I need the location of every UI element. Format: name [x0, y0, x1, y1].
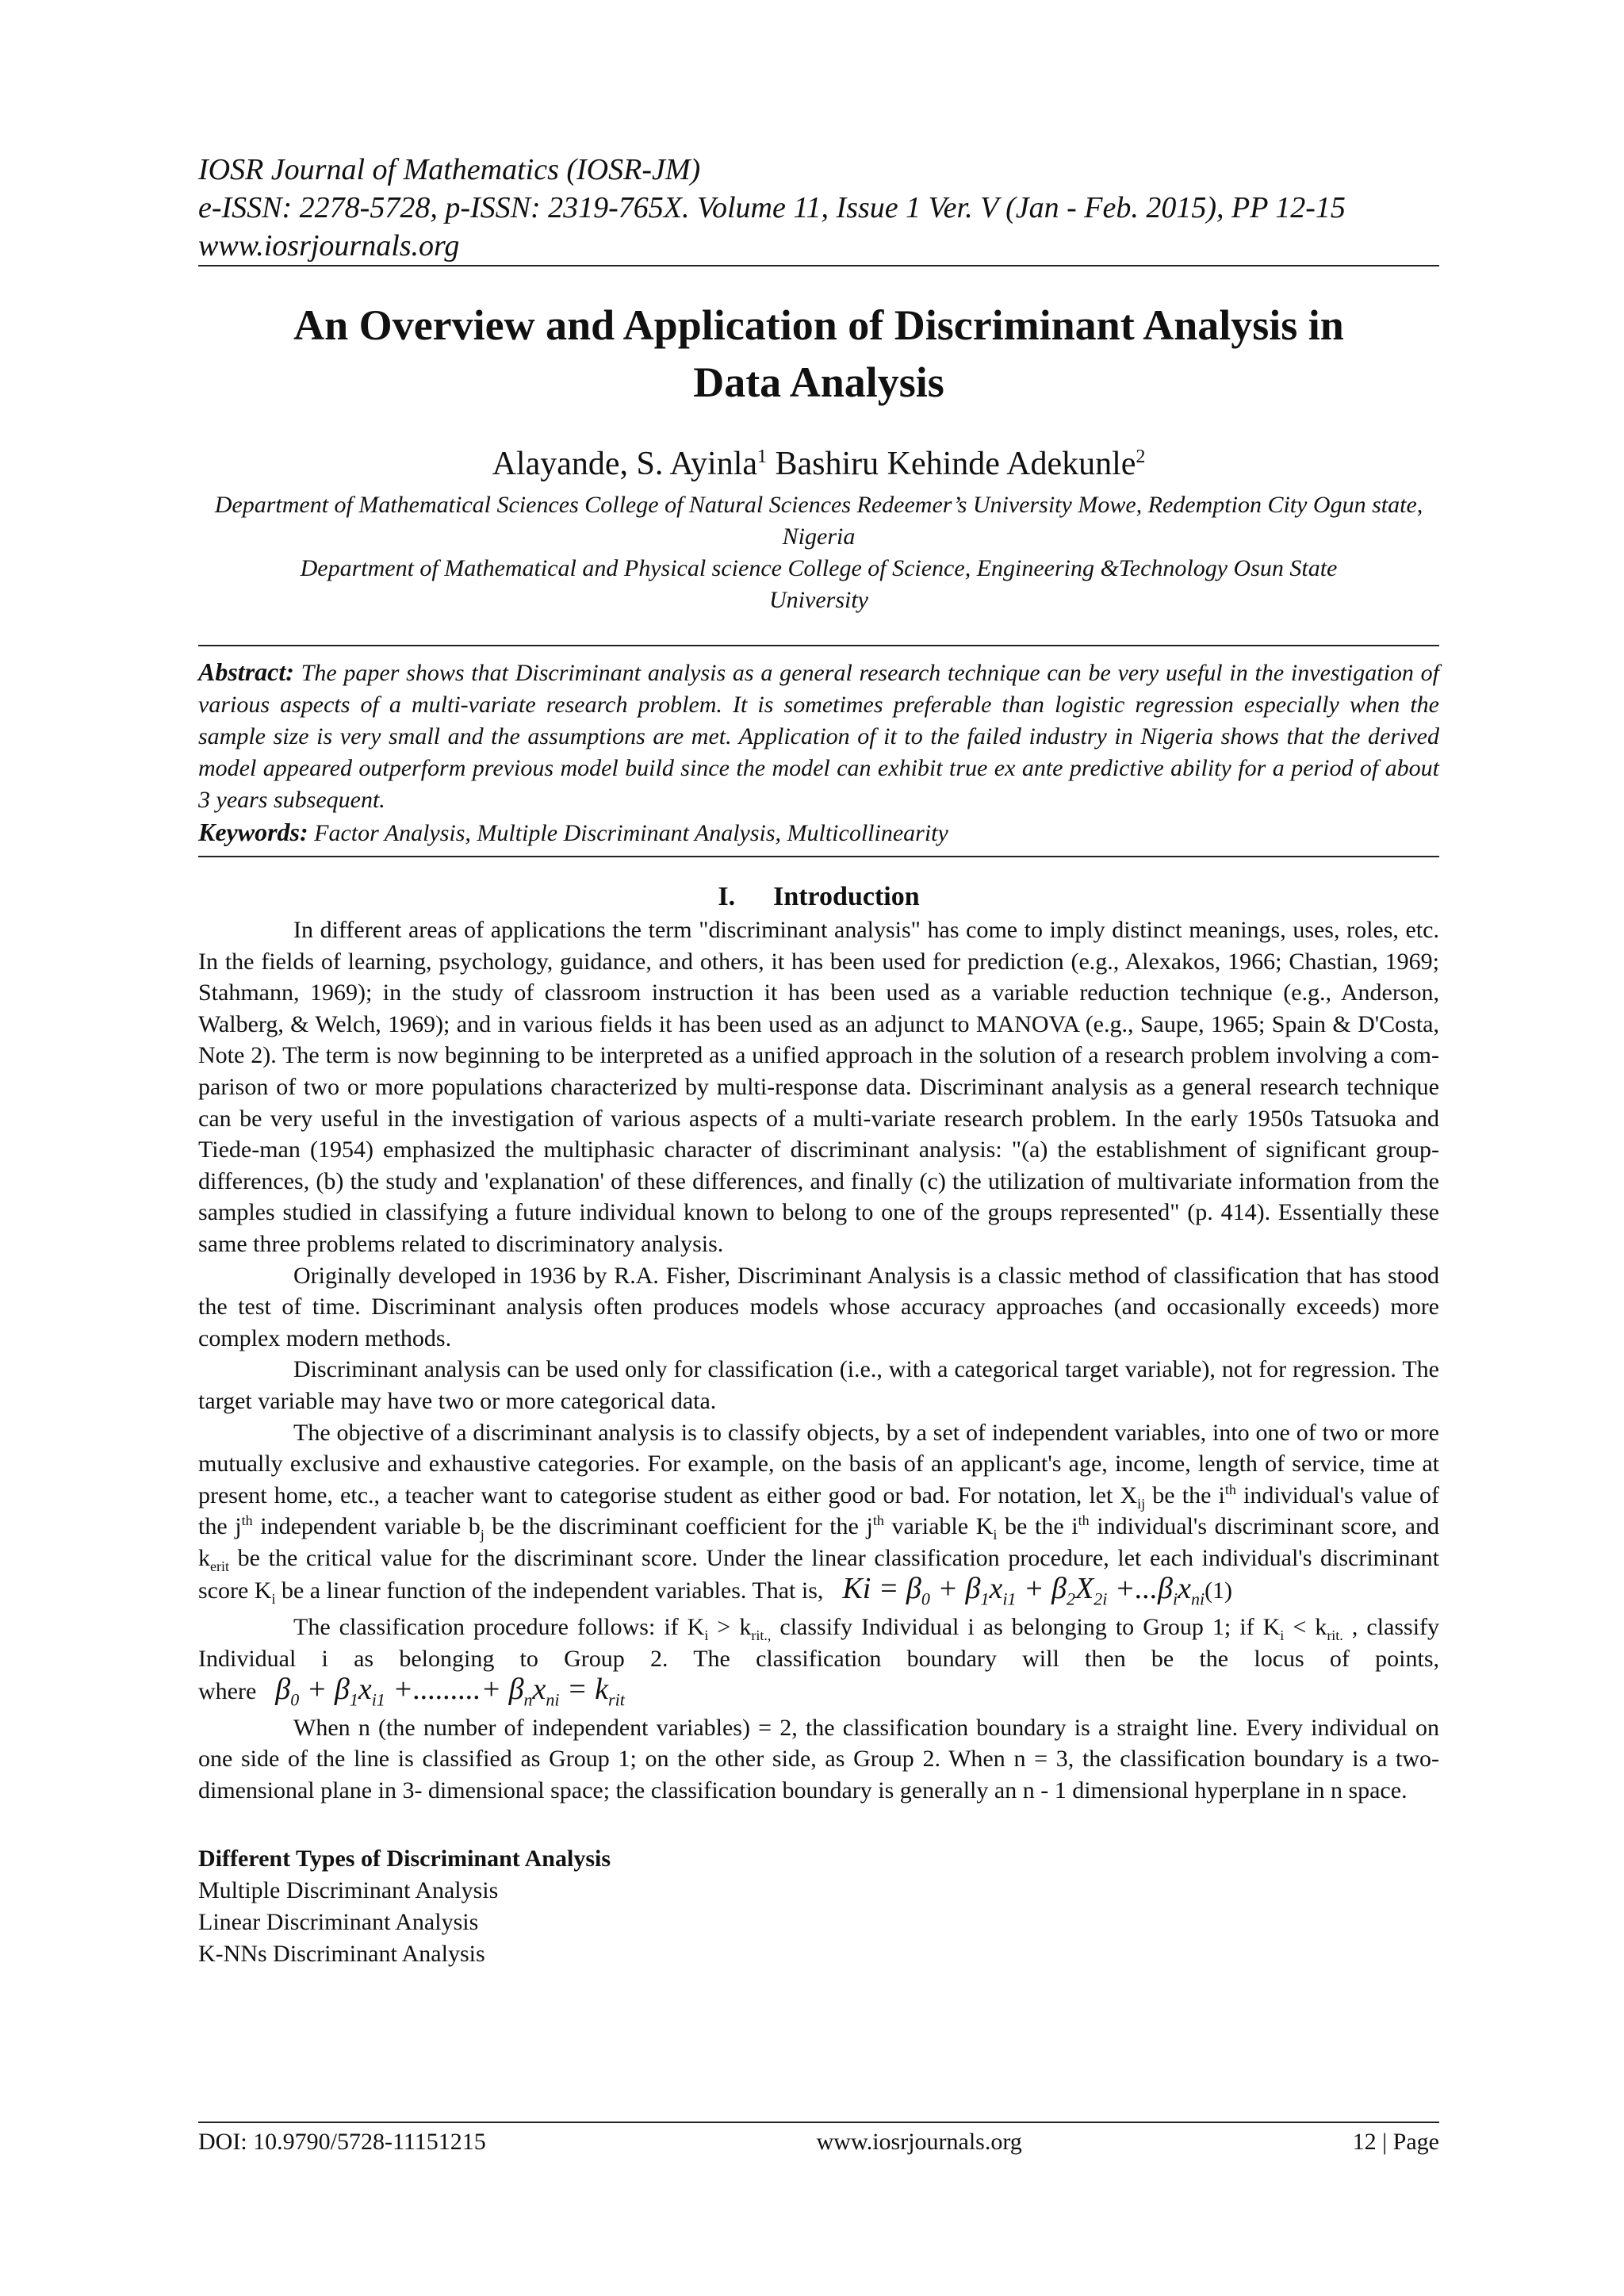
author-line	[198, 435, 1439, 486]
footer-url[interactable]: www.iosrjournals.org	[816, 2129, 1022, 2155]
types-heading: Different Types of Discriminant Analysis	[198, 1845, 611, 1872]
paragraph-2: Originally developed in 1936 by R.A. Fisher, Discriminant Analysis is a classic method of classification that has stood the test of time. Discriminant analysis often produces models whose accuracy approaches (and occasionally exceeds) more complex modern methods.	[198, 1262, 1439, 1351]
journal-url[interactable]: www.iosrjournals.org	[198, 229, 460, 263]
types-item-1: Multiple Discriminant Analysis	[198, 1876, 499, 1903]
abstract	[198, 656, 1439, 816]
abstract-text: The paper shows that Discriminant analysis as a general research technique can be very useful in the investigation of various aspects of a multi-variate research problem. It is sometimes preferable than logistic regression especially when the sample size is very small and the assumptions are met. Application of it to the failed industry in Nigeria shows that the derived model appeared outperform previous model build since the model can exhibit true ex ante predictive ability for a period of about 3 years subsequent.	[198, 660, 1440, 813]
types-item-2: Linear Discriminant Analysis	[198, 1908, 479, 1935]
header-rule	[198, 265, 1439, 266]
journal-issn: e-ISSN: 2278-5728, p-ISSN: 2319-765X. Volume 11, Issue 1 Ver. V (Jan - Feb. 2015), PP 12-15	[198, 191, 1346, 224]
abstract-block	[198, 645, 1439, 857]
paragraph-4: The objective of a discriminant analysis is to classify objects, by a set of independent variables, into one of two or more mutually exclusive and exhaustive categories. For example, on the basis of an applicant's age, income, length of service, time at present home, etc., a teacher want to categorise student as either good or bad. For notation, let $X_{ij}$ be the $i^{th}$ individual's value of the $j^{th}$ independent variable $b_j$ be the discriminant coefficient for the $j^{th}$ variable $K_i$ be the $i^{th}$ individual's discriminant score, and $k_{erit}$ be the critical value for the discriminant score. Under the linear classification procedure, let each individual's discriminant score $K_i$ be a linear function of the independent variables. That is, $Ki = \beta_0 + \beta_1x_{i1} + \beta_2X_{2i} +...\beta_ix_{ni}(1)$	[198, 1419, 1439, 1610]
section-title: Introduction	[773, 882, 920, 911]
footer-doi: DOI: 10.9790/5728-11151215	[198, 2129, 486, 2155]
equation-1-number: (1)	[1205, 1577, 1233, 1604]
journal-header	[198, 151, 1439, 265]
author-1: Alayande, S. Ayinla	[492, 446, 757, 482]
paper-title: An Overview and Application of Discriminant Analysis in Data Analysis	[293, 301, 1344, 406]
types-item-3: K-NNs Discriminant Analysis	[198, 1940, 485, 1967]
paragraph-3: Discriminant analysis can be used only for classification (i.e., with a categorical target variable), not for regression. The target variable may have two or more categorical data.	[198, 1356, 1439, 1414]
keywords	[198, 816, 1439, 849]
author-1-affil: 1	[757, 447, 767, 467]
section-number: I.	[718, 882, 736, 911]
affiliation-1: Department of Mathematical Sciences College of Natural Sciences Redeemer’s University Mowe, Redemption City Ogun state, Nigeria	[214, 492, 1423, 550]
paper-page	[198, 151, 1439, 1970]
footer-page-number: 12 | Page	[1352, 2129, 1439, 2155]
author-2: Bashiru Kehinde Adekunle	[775, 446, 1136, 482]
abstract-bottom-rule	[198, 856, 1439, 857]
equation-2: $\beta_0 + \beta_1x_{i1}$ +.........+ $\beta_nx_{ni} = k_{rit}$	[275, 1673, 625, 1710]
abstract-top-rule	[198, 645, 1439, 646]
author-2-affil: 2	[1136, 447, 1146, 467]
page-footer	[198, 2122, 1439, 2158]
affiliation-2: Department of Mathematical and Physical science College of Science, Engineering &Technology Osun State University	[300, 555, 1338, 613]
journal-name: IOSR Journal of Mathematics (IOSR-JM)	[198, 153, 701, 186]
paragraph-6: When n (the number of independent variables) = 2, the classification boundary is a straight line. Every individual on one side of the line is classified as Group 1; on the other side, as Group 2. When n = 3, the classification boundary is a two-dimensional plane in 3- dimensional space; the classification boundary is generally an n - 1 dimensional hyperplane in n space.	[198, 1714, 1439, 1804]
abstract-label: Abstract:	[198, 657, 294, 686]
paragraph-1: In different areas of applications the term "discriminant analysis" has come to imply distinct meanings, uses, roles, etc. In the fields of learning, psychology, guidance, and others, it has been used for prediction (e.g., Alexakos, 1966; Chastian, 1969; Stahmann, 1969); in the study of classroom instruction it has been used as a variable reduction technique (e.g., Anderson, Walberg, & Welch, 1969); and in various fields it has been used as an adjunct to MANOVA (e.g., Saupe, 1965; Spain & D'Costa, Note 2). The term is now beginning to be interpreted as a unified approach in the solution of a research problem involving a com-parison of two or more populations characterized by multi-response data. Discriminant analysis as a general research technique can be very useful in the investigation of various aspects of a multi-variate research problem. In the early 1950s Tatsuoka and Tiede-man (1954) emphasized the multiphasic character of discriminant analysis: "(a) the establishment of significant group-differences, (b) the study and 'explanation' of these differences, and finally (c) the utilization of multivariate information from the samples studied in classifying a future individual known to belong to one of the groups represented" (p. 414). Essentially these same three problems related to discriminatory analysis.	[198, 917, 1439, 1257]
section-heading	[198, 880, 1439, 914]
keywords-label: Keywords:	[198, 818, 308, 846]
equation-1: $Ki = \beta_0 + \beta_1x_{i1} + \beta_2X_{2i} +...\beta_ix_{ni}(1)$	[842, 1572, 1233, 1610]
keywords-text: Factor Analysis, Multiple Discriminant Analysis, Multicollinearity	[314, 820, 948, 846]
paragraph-5: The classification procedure follows: if $K_i > k_{rit.,}$ classify Individual i as belonging to Group 1; if $K_i < k_{rit.}$ , classify Individual i as belonging to Group 2. The classification boundary will then be the locus of points, where $\beta_0 + \beta_1x_{i1}$ +.........+ $\beta_nx_{ni} = k_{rit}$	[198, 1614, 1440, 1710]
